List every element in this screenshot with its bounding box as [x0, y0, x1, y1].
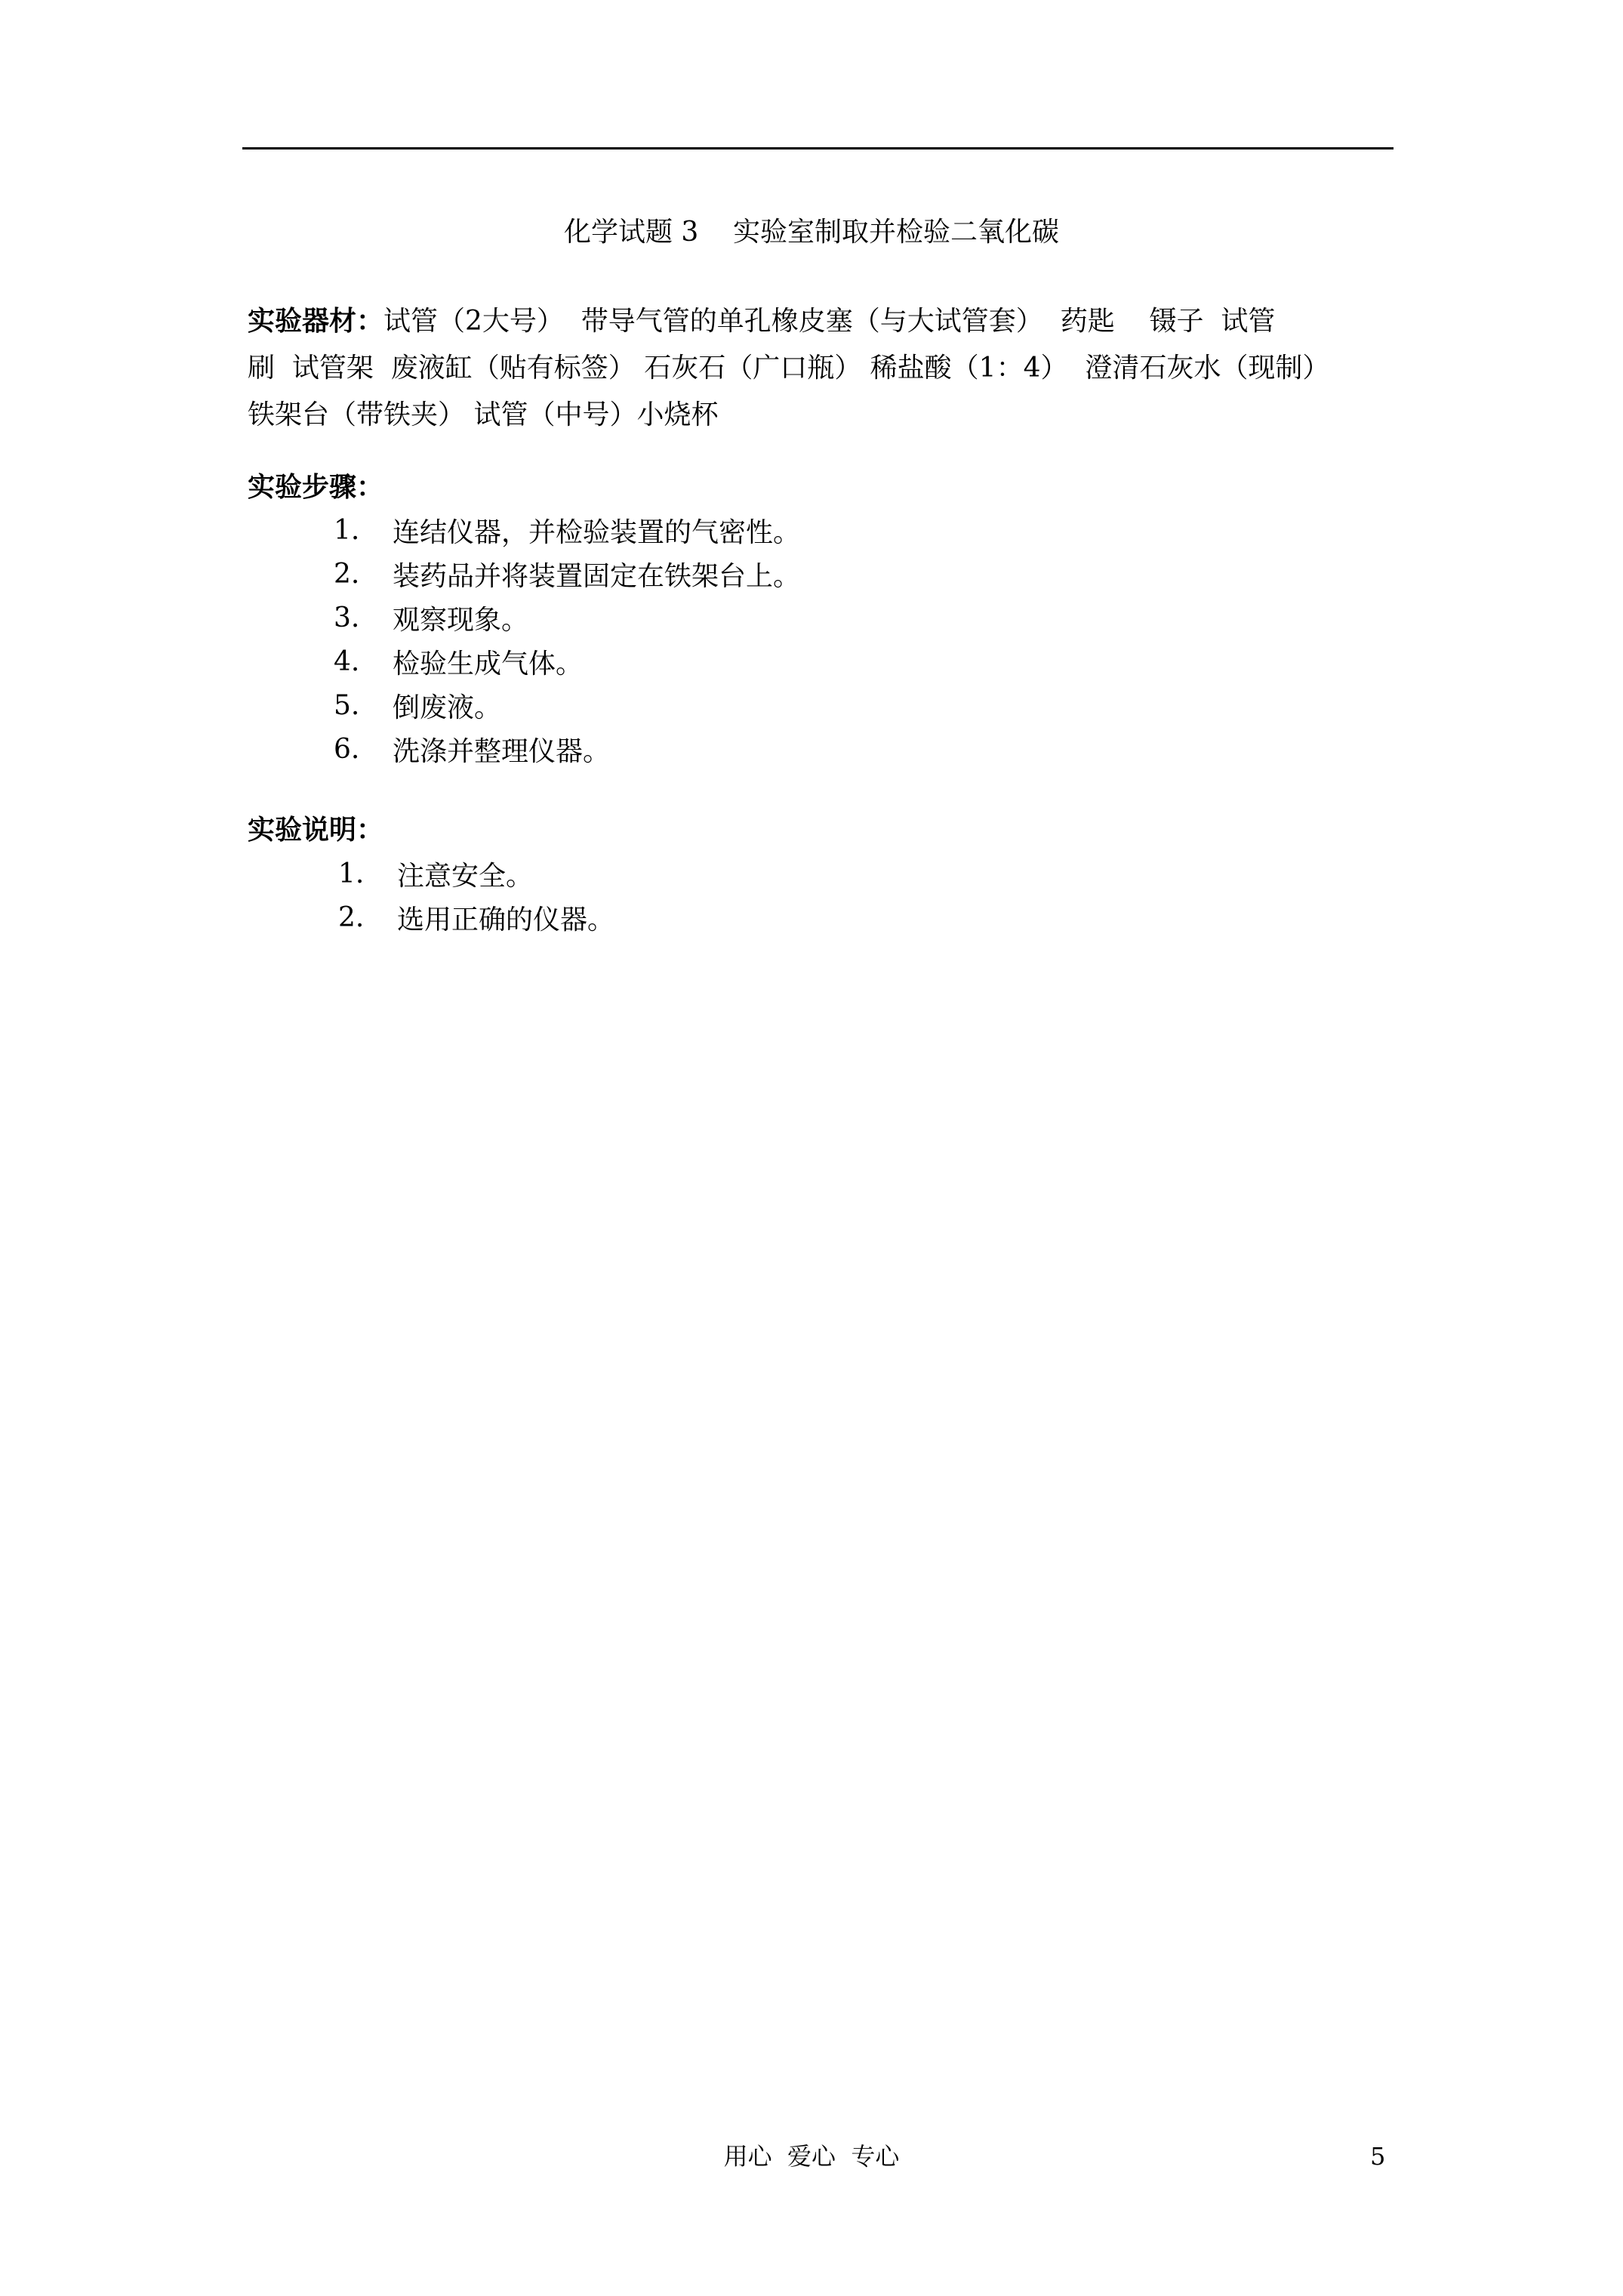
list-item-text: 选用正确的仪器。	[397, 904, 615, 935]
list-item	[334, 596, 800, 639]
materials-text-1: 试管（2大号） 带导气管的单孔橡皮塞（与大试管套） 药匙 镊子 试管	[383, 306, 1276, 337]
list-item-text: 检验生成气体。	[393, 648, 584, 680]
list-item	[334, 727, 800, 771]
list-item-text: 洗涤并整理仪器。	[393, 735, 611, 767]
materials-line-2: 刷 试管架 废液缸（贴有标签） 石灰石（广口瓶） 稀盐酸（1：4） 澄清石灰水（现制）	[248, 353, 1330, 384]
list-item-number: 4.	[334, 646, 360, 677]
list-item-text: 观察现象。	[393, 604, 529, 636]
list-item-text: 连结仪器，并检验装置的气密性。	[393, 516, 801, 548]
list-item	[334, 552, 800, 596]
materials-label: 实验器材：	[248, 305, 384, 337]
materials-block	[248, 297, 1425, 439]
list-item-number: 3.	[334, 602, 360, 633]
notes-list	[338, 852, 614, 939]
footer-motto: 用心 爱心 专心	[723, 2142, 900, 2171]
list-item	[338, 895, 614, 939]
steps-list	[334, 508, 800, 771]
list-item-text: 装药品并将装置固定在铁架台上。	[393, 560, 801, 592]
list-item-text: 倒废液。	[393, 692, 502, 723]
list-item-number: 1.	[338, 858, 365, 889]
list-item	[334, 683, 800, 727]
page-number: 5	[1370, 2142, 1386, 2171]
materials-line-1	[248, 297, 1425, 345]
page-title: 化学试题 3 实验室制取并检验二氧化碳	[563, 217, 1060, 248]
list-item	[338, 852, 614, 895]
list-item-number: 6.	[334, 733, 360, 765]
list-item	[334, 639, 800, 683]
notes-heading: 实验说明：	[248, 814, 384, 846]
materials-line-3: 铁架台（带铁夹） 试管（中号）小烧杯	[248, 399, 719, 430]
steps-heading: 实验步骤：	[248, 471, 384, 503]
list-item-text: 注意安全。	[397, 860, 534, 892]
list-item	[334, 508, 800, 552]
list-item-number: 2.	[334, 558, 360, 590]
list-item-number: 2.	[338, 901, 365, 933]
header-rule	[242, 147, 1394, 149]
list-item-number: 1.	[334, 514, 360, 546]
list-item-number: 5.	[334, 689, 360, 721]
